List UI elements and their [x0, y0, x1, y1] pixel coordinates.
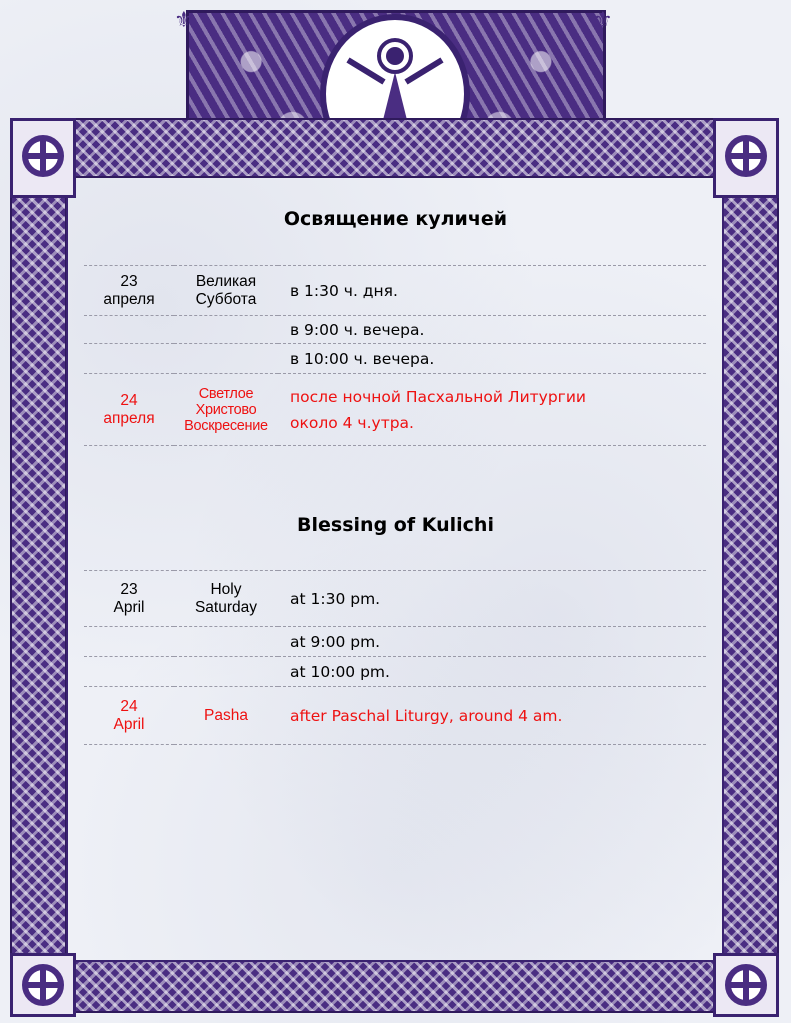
- time-cell: at 9:00 pm.: [278, 627, 706, 657]
- date-cell: 24 апреля: [84, 374, 174, 446]
- day-cell: Pasha: [174, 687, 278, 745]
- cross-medallion-icon: [10, 118, 76, 198]
- table-row: [84, 571, 706, 627]
- time-cell: в 1:30 ч. дня.: [278, 266, 706, 316]
- table-row: [84, 316, 706, 344]
- date-cell: 23 апреля: [84, 266, 174, 316]
- day-cell: Holy Saturday: [174, 571, 278, 627]
- date-cell: 24 April: [84, 687, 174, 745]
- time-cell: at 1:30 pm.: [278, 571, 706, 627]
- top-border-band: [66, 118, 724, 178]
- fleur-de-lis-icon: ⚜: [593, 8, 613, 33]
- time-cell: после ночной Пасхальной Литургии около 4 ч.утра.: [278, 374, 706, 446]
- right-border: [722, 195, 779, 960]
- time-cell: at 10:00 pm.: [278, 657, 706, 687]
- time-cell: after Paschal Liturgy, around 4 am.: [278, 687, 706, 745]
- table-row: [84, 627, 706, 657]
- time-cell: в 10:00 ч. вечера.: [278, 344, 706, 374]
- section-title-english: Blessing of Kulichi: [297, 514, 494, 536]
- table-row: [84, 266, 706, 316]
- table-row: [84, 657, 706, 687]
- date-cell: 23 April: [84, 571, 174, 627]
- table-row: [84, 687, 706, 745]
- section-title-russian: Освящение куличей: [283, 208, 508, 230]
- cross-medallion-icon: [10, 953, 76, 1017]
- fleur-de-lis-icon: ⚜: [174, 8, 194, 33]
- left-border: [10, 195, 67, 960]
- time-cell: в 9:00 ч. вечера.: [278, 316, 706, 344]
- day-cell: Великая Суббота: [174, 266, 278, 316]
- bottom-border: [66, 960, 724, 1013]
- table-row: [84, 374, 706, 446]
- day-cell: Светлое Христово Воскресение: [174, 374, 278, 446]
- cross-medallion-icon: [713, 118, 779, 198]
- cross-medallion-icon: [713, 953, 779, 1017]
- table-row: [84, 344, 706, 374]
- schedule-table-russian: [84, 265, 706, 446]
- schedule-table-english: [84, 570, 706, 745]
